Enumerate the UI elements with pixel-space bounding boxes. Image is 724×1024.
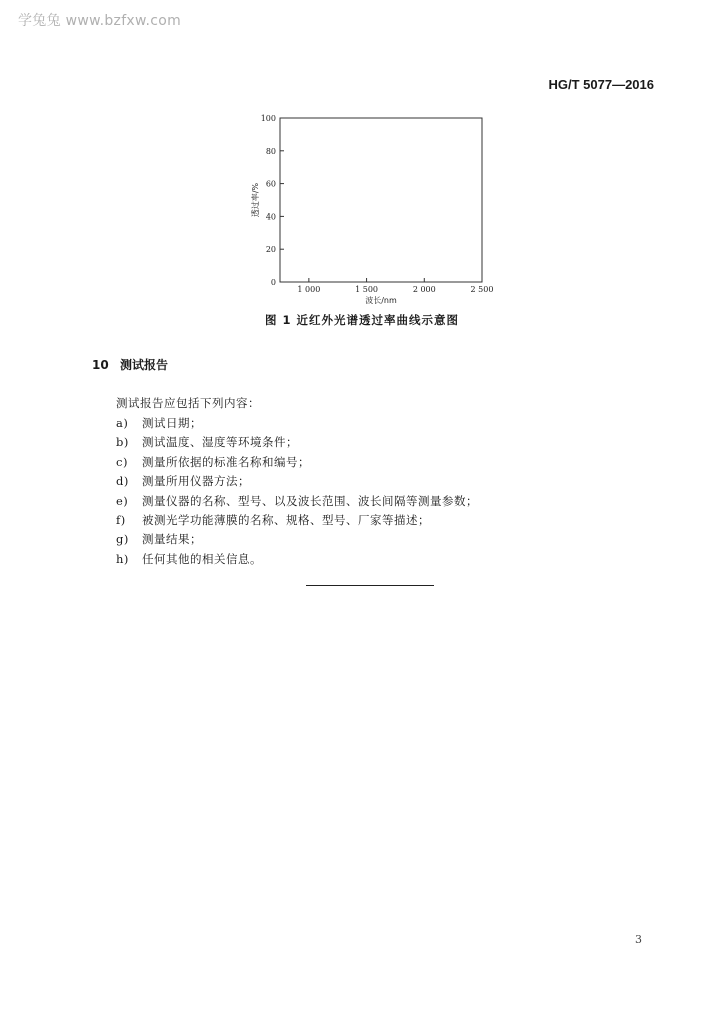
x-tick-label: 1 500 (355, 285, 379, 294)
list-item (116, 550, 478, 569)
item-label: g) (116, 532, 129, 547)
chart-svg (240, 105, 510, 305)
list-item (116, 414, 478, 433)
item-text: 任何其他的相关信息。 (142, 551, 262, 566)
list-item (116, 511, 478, 530)
section-intro: 测试报告应包括下列内容： (116, 396, 260, 410)
x-tick-label: 1 000 (297, 285, 321, 294)
section-heading (92, 356, 168, 373)
y-tick-label: 20 (265, 245, 276, 255)
list-item (116, 530, 478, 549)
item-text: 测量结果； (142, 532, 202, 547)
item-label: h) (116, 551, 129, 566)
x-tick-label: 2 000 (412, 285, 436, 294)
item-label: a) (116, 416, 129, 430)
item-label: e) (116, 493, 129, 508)
item-text: 被测光学功能薄膜的名称、规格、型号、厂家等描述； (142, 512, 430, 527)
standard-code: HG/T 5077—2016 (548, 77, 654, 92)
item-label: f) (116, 512, 126, 527)
list-item (116, 472, 478, 491)
y-tick-label: 40 (265, 212, 276, 222)
plot-frame (280, 118, 482, 282)
item-text: 测试日期； (142, 416, 202, 430)
section-number: 10 (92, 358, 109, 372)
page-number: 3 (635, 933, 642, 946)
list-item (116, 492, 478, 511)
watermark: 学兔兔 www.bzfxw.com (18, 13, 182, 29)
item-text: 测量仪器的名称、型号、以及波长范围、波长间隔等测量参数； (142, 493, 478, 508)
item-label: d) (116, 474, 129, 489)
item-label: b) (116, 435, 129, 450)
y-tick-label: 80 (265, 146, 276, 156)
list-item (116, 453, 478, 472)
x-axis-label: 波长/nm (365, 296, 397, 305)
item-text: 测量所用仪器方法； (142, 474, 250, 489)
y-tick-label: 100 (260, 114, 276, 123)
x-tick-label: 2 500 (470, 285, 494, 294)
item-text: 测试温度、湿度等环境条件； (142, 435, 298, 450)
list-item (116, 433, 478, 452)
section-title: 测试报告 (120, 358, 169, 372)
y-tick-label: 0 (270, 278, 276, 287)
report-items-list (116, 414, 478, 569)
figure-caption: 图 1 近红外光谱透过率曲线示意图 (264, 313, 459, 327)
y-tick-label: 60 (265, 179, 276, 189)
figure-chart (240, 105, 510, 305)
end-rule (306, 585, 434, 586)
y-axis-label: 透过率/% (251, 182, 260, 218)
item-text: 测量所依据的标准名称和编号； (142, 454, 310, 469)
item-label: c) (116, 454, 128, 469)
